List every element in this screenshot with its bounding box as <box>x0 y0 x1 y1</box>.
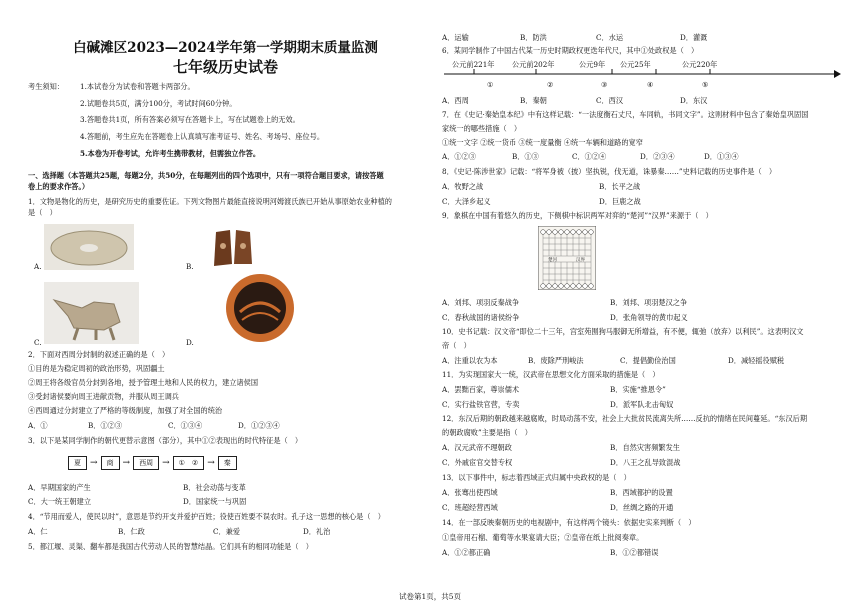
option[interactable]: B．社会动荡与变革 <box>183 483 246 492</box>
question-text: 8．《史记·陈涉世家》记载：“将军身被（披）坚执锐，伐无道，诛暴秦……”史料记载的历史事件是（ ） <box>442 167 777 176</box>
option[interactable]: B．①②③ <box>88 421 123 430</box>
option[interactable]: B．秦朝 <box>520 96 547 105</box>
option[interactable]: B．西域都护的设置 <box>610 488 673 497</box>
notice-item: 4.答题前，考生应先在答题卷上认真填写准考证号、姓名、考场号、座位号。 <box>80 132 325 141</box>
option[interactable]: A．牧野之战 <box>442 182 484 191</box>
option[interactable]: A．① <box>28 421 48 430</box>
question-text: 帝（ ） <box>442 341 471 350</box>
option[interactable]: C．提倡勤俭治国 <box>620 356 676 365</box>
timeline-mark: ② <box>547 80 554 89</box>
option[interactable]: C．实行盐铁官营，专卖 <box>442 400 520 409</box>
option[interactable]: C．①②④ <box>572 152 607 161</box>
option[interactable]: B．仁政 <box>118 527 145 536</box>
option[interactable]: A．张骞出使西域 <box>442 488 498 497</box>
option[interactable]: A．西周 <box>442 96 469 105</box>
option[interactable]: D．巨鹿之战 <box>599 197 641 206</box>
option[interactable]: D．东汉 <box>680 96 708 105</box>
option[interactable]: C．大泽乡起义 <box>442 197 491 206</box>
option[interactable]: A．早期国家的产生 <box>28 483 91 492</box>
timeline-mark: ① <box>487 80 494 89</box>
exam-subtitle: 七年级历史试卷 <box>172 58 278 76</box>
option[interactable]: A．刘邦、项羽反秦战争 <box>442 298 520 307</box>
option[interactable]: C．兼爱 <box>213 527 241 536</box>
option[interactable]: D．灌溉 <box>680 33 708 42</box>
option[interactable]: C．①③④ <box>168 421 203 430</box>
question-text: 4．“节用而爱人，使民以时”，意思是节约开支并爱护百姓；役使百姓要不误农时。孔子这一思想的核心是（ ） <box>28 512 385 521</box>
option[interactable]: A．仁 <box>28 527 48 536</box>
timeline-label: 公元220年 <box>682 60 718 69</box>
option[interactable]: D．①②③④ <box>238 421 280 430</box>
question-text: 12．东汉后期的朝政越来越腐败，时局动荡不安，社会上大批贫民流离失所……反抗的情绪在民间蔓延。“东汉后期 <box>442 414 808 423</box>
pottery-vessel-image <box>44 282 139 344</box>
section-heading: 一、选择题（本答题共25题，每题2分，共50分，在每题列出的四个选项中，只有一项符合题目要求，请按答题 <box>28 171 384 180</box>
page-footer: 试卷第1页，共5页 <box>398 592 462 601</box>
option[interactable]: A．汉元武帝不理朝政 <box>442 443 512 452</box>
option[interactable]: A．注重以农为本 <box>442 356 498 365</box>
statement: ③受封诸侯要向周王进献贡物，并服从周王调兵 <box>28 392 179 401</box>
flow-box: ① ② <box>173 456 205 470</box>
option[interactable]: D．张角领导的黄巾起义 <box>610 313 688 322</box>
option-label: B. <box>186 262 194 271</box>
question-text: 2．下面对西周分封制的叙述正确的是（ ） <box>28 350 170 359</box>
arrow-icon: → <box>207 458 215 468</box>
question-text: 是（ ） <box>28 208 57 217</box>
option[interactable]: B．自然灾害频繁发生 <box>610 443 680 452</box>
question-text: 家统一的哪些措施（ ） <box>442 124 522 133</box>
timeline-mark: ④ <box>647 80 654 89</box>
question-text: 3．以下是某同学制作的朝代更替示意图（部分），其中①②表现出的时代特征是（ ） <box>28 436 303 445</box>
notice-item: 2.试题卷共5页，满分100分，考试时间60分钟。 <box>80 99 237 108</box>
statement: ①目的是为稳定周初的政治形势，巩固疆土 <box>28 364 165 373</box>
option-label: A. <box>34 262 42 271</box>
option[interactable]: A．①②③ <box>442 152 476 161</box>
question-text: 10．史书记载：汉文帝“即位二十三年，宫室苑囿狗马服御无所增益，有不便，辄弛（放弃）以利民”。这表明汉文 <box>442 327 804 336</box>
question-text: 1．文物是物化的历史，是研究历史的重要佐证。下列文物图片最能直接说明河姆渡氏族已开始从事原始农业种植的 <box>28 197 392 206</box>
option[interactable]: D．派军队北击匈奴 <box>610 400 674 409</box>
notice-item: 5.本卷为开卷考试，允许考生携带教材，但需独立作答。 <box>80 149 261 158</box>
statement: ①皇帝用石榴、葡萄等水果宴请大臣；②皇帝在纸上批阅奏章。 <box>442 533 644 542</box>
painted-pot-image <box>224 272 296 344</box>
flow-box: 秦 <box>218 456 237 470</box>
option[interactable]: C．春秋战国的诸侯纷争 <box>442 313 520 322</box>
question-text: 5．都江堰、灵渠、翻车都是我国古代劳动人民的智慧结晶。它们具有的相同功能是（ ） <box>28 542 313 551</box>
question-text: 的朝政腐败”主要是指（ ） <box>442 428 532 437</box>
option[interactable]: A．罢黜百家，尊崇儒术 <box>442 385 520 394</box>
river-label: 楚河 <box>548 258 557 263</box>
arrow-icon: → <box>162 458 170 468</box>
timeline-mark: ⑤ <box>702 80 709 89</box>
option[interactable]: B．废除严刑峻法 <box>528 356 584 365</box>
question-text: 7．在《史记·秦始皇本纪》中有这样记载：“一法度衡石丈尺，车同轨，书同文字”。这则材料中包含了秦始皇巩固国 <box>442 110 809 119</box>
notice-item: 1.本试卷分为试卷和答题卡两部分。 <box>80 82 195 91</box>
option[interactable]: B．刘邦、项羽楚汉之争 <box>610 298 688 307</box>
option[interactable]: D．国家统一与巩固 <box>183 497 247 506</box>
option[interactable]: A．①②都正确 <box>442 548 491 557</box>
option[interactable]: D．①③④ <box>704 152 739 161</box>
flow-box: 商 <box>101 456 120 470</box>
option-label: D. <box>186 338 194 347</box>
timeline-label: 公元前221年 <box>452 60 495 69</box>
option[interactable]: B．①③ <box>512 152 539 161</box>
arrow-icon: → <box>122 458 131 468</box>
dynasty-flow-diagram <box>68 456 237 470</box>
statement: ①统一文字 ②统一货币 ③统一度量衡 ④统一车辆和道路的宽窄 <box>442 138 643 147</box>
question-text: 11．为实现国家大一统，汉武帝在思想文化方面采取的措施是（ ） <box>442 370 660 379</box>
option[interactable]: D．礼治 <box>303 527 331 536</box>
option[interactable]: B．防洪 <box>520 33 547 42</box>
question-text: 6．某同学制作了中国古代某一历史时期政权更迭年代尺，其中①处政权是（ ） <box>442 46 699 55</box>
question-text: 14．在一部反映秦朝历史的电视剧中，有这样两个镜头：依据史实来判断（ ） <box>442 518 696 527</box>
option-label: C. <box>34 338 42 347</box>
option[interactable]: D．减轻摇役赋税 <box>728 356 785 365</box>
arrow-icon: → <box>90 458 98 468</box>
section-heading: 卷上的要求作答。） <box>28 182 90 191</box>
option[interactable]: A．运输 <box>442 33 469 42</box>
chess-board-image <box>538 226 596 290</box>
exam-title: 白碱滩区2023—2024学年第一学期期末质量监测 <box>73 40 378 56</box>
option[interactable]: B．实施“推恩令” <box>610 385 666 394</box>
question-text: 13．以下事件中，标志着西域正式归属中央政权的是（ ） <box>442 473 631 482</box>
timeline-label: 公元25年 <box>620 60 651 69</box>
option[interactable]: D．丝绸之路的开通 <box>610 503 674 512</box>
flow-box: 西周 <box>133 456 159 470</box>
timeline-mark: ③ <box>601 80 608 89</box>
option[interactable]: C．水运 <box>596 33 624 42</box>
option[interactable]: C．西汉 <box>596 96 624 105</box>
border-label: 汉界 <box>576 258 585 263</box>
option[interactable]: B．长平之战 <box>599 182 641 191</box>
option[interactable]: B．①②都错误 <box>610 548 659 557</box>
statement: ②周王将各级官员分封到各地，授予管理土地和人民的权力，建立诸侯国 <box>28 378 259 387</box>
statement: ④西周通过分封建立了严格的等级制度，加强了对全国的统治 <box>28 406 223 415</box>
notice-item: 3.答题卷共1页，所有答案必须写在答题卡上，写在试题卷上的无效。 <box>80 115 300 124</box>
option[interactable]: D．八王之乱导致混战 <box>610 458 681 467</box>
option[interactable]: D．②③④ <box>640 152 675 161</box>
option[interactable]: C．大一统王朝建立 <box>28 497 92 506</box>
flow-box: 夏 <box>68 456 87 470</box>
option[interactable]: C．班超经营西域 <box>442 503 498 512</box>
jade-disc-image <box>44 224 134 270</box>
notice-label: 考生须知： <box>28 82 64 91</box>
timeline-label: 公元9年 <box>579 60 606 69</box>
bone-spade-image <box>204 224 264 270</box>
question-text: 9．象棋在中国有着悠久的历史，下侧棋中标识两军对弈的“楚河”“汉界”来源于（ ） <box>442 211 713 220</box>
option[interactable]: C．外戚宦官交替专权 <box>442 458 513 467</box>
timeline-label: 公元前202年 <box>512 60 555 69</box>
